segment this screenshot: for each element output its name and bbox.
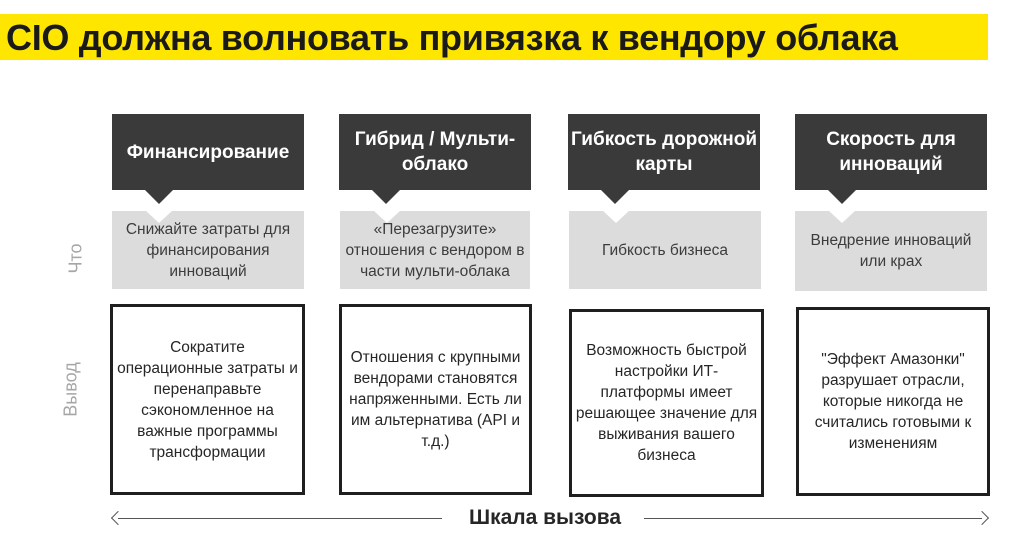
- what-cell-text: «Перезагрузите» отношения с вендором в части мульти-облака: [345, 220, 525, 280]
- what-cell-roadmap-flexibility: [569, 211, 761, 289]
- column-header-hybrid-multicloud: [339, 114, 531, 190]
- arrow-right-icon: [975, 511, 989, 525]
- output-cell-hybrid-multicloud: [339, 304, 532, 495]
- row-label-what: Что: [65, 243, 86, 274]
- column-header-label: Финансирование: [126, 141, 290, 163]
- what-cell-text: Гибкость бизнеса: [601, 241, 729, 259]
- what-cell-hybrid-multicloud: [340, 211, 530, 289]
- page-title: CIO должна волновать привязка к вендору облака: [6, 17, 898, 58]
- scale-line-left: [118, 518, 442, 519]
- output-cell-financing: [110, 304, 305, 495]
- output-cell-innovation-speed: [796, 307, 990, 496]
- title-banner: [0, 14, 988, 60]
- what-cell-text: Снижайте затраты для финансирования инноваций: [125, 220, 291, 280]
- scale-line-right: [644, 518, 982, 519]
- column-header-label: Гибрид / Мульти-облако: [354, 129, 516, 175]
- column-header-financing: [112, 114, 304, 190]
- output-cell-roadmap-flexibility: [569, 309, 764, 497]
- column-header-label: Гибкость дорожной карты: [570, 129, 758, 175]
- column-header-innovation-speed: [795, 114, 987, 190]
- what-cell-financing: [112, 211, 304, 289]
- what-cell-innovation-speed: [795, 211, 987, 291]
- row-label-output: Вывод: [60, 362, 81, 417]
- output-cell-text: Сократите операционные затраты и перенаправьте сэкономленное на важные программы трансформации: [117, 338, 298, 461]
- output-cell-text: "Эффект Амазонки" разрушает отрасли, которые никогда не считались готовыми к изменениям: [814, 351, 972, 452]
- output-cell-text: Отношения с крупными вендорами становятся напряженными. Есть ли им альтернатива (API и т.д.): [349, 349, 522, 450]
- column-header-label: Скорость для инноваций: [826, 129, 956, 175]
- what-cell-text: Внедрение инноваций или крах: [810, 232, 972, 270]
- output-cell-text: Возможность быстрой настройки ИТ-платформы имеет решающее значение для выживания вашего бизнеса: [575, 342, 758, 464]
- column-header-roadmap-flexibility: [568, 114, 760, 190]
- scale-label: Шкала вызова: [468, 506, 622, 529]
